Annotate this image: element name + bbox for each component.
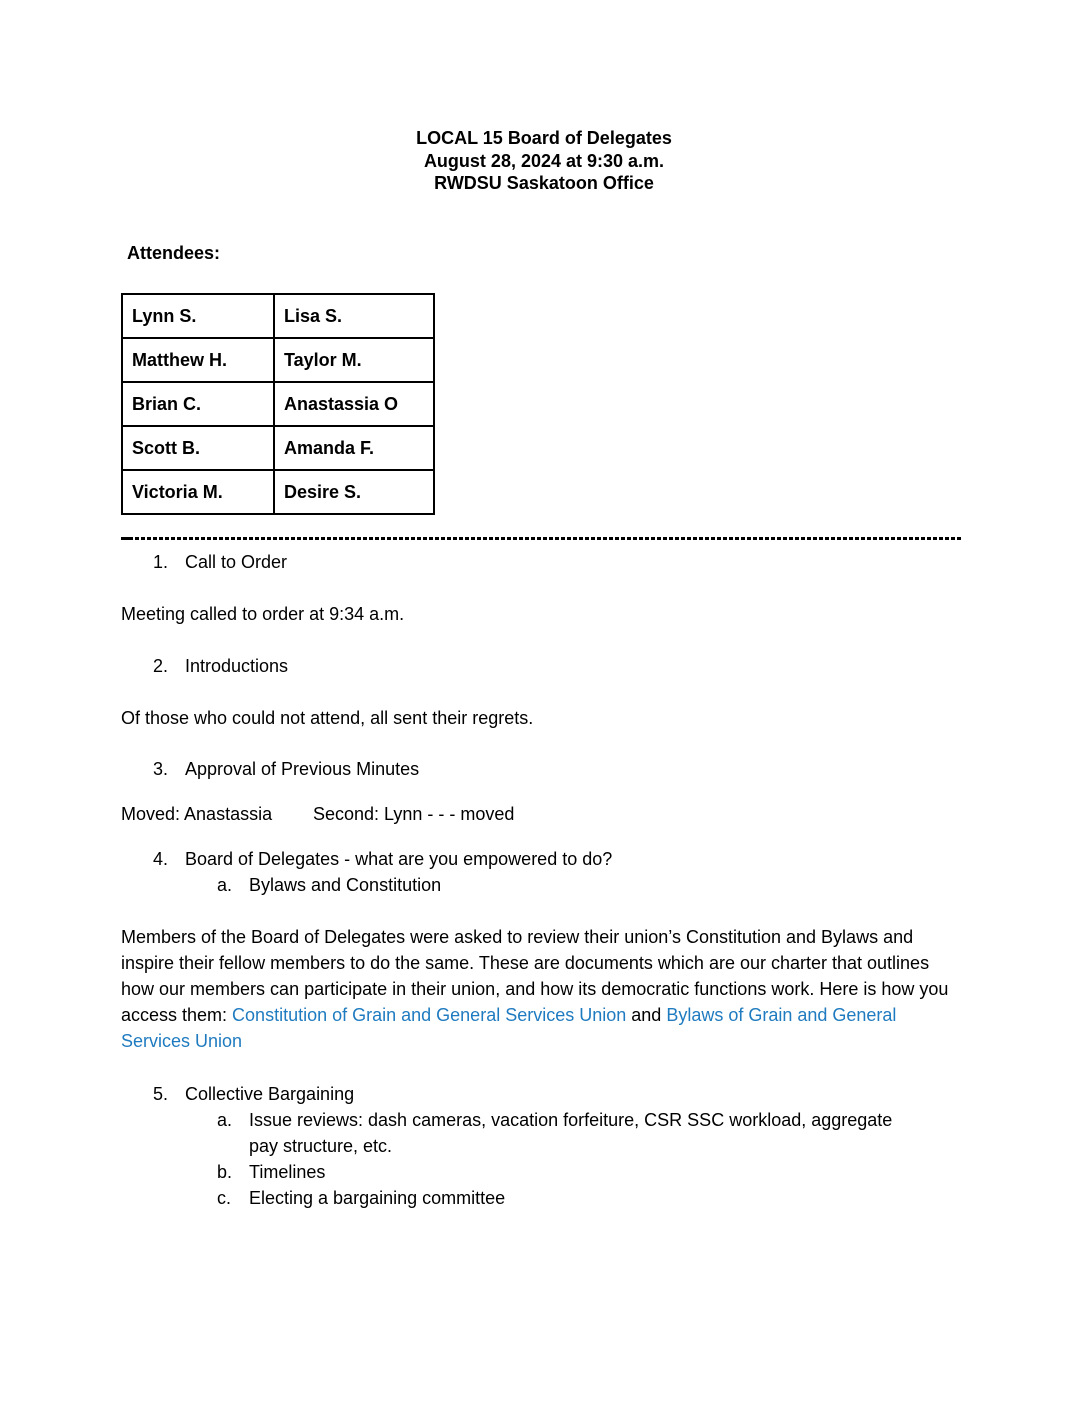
attendee-cell: Anastassia O bbox=[274, 382, 434, 426]
table-row bbox=[122, 294, 434, 338]
agenda-item-call-to-order: Call to Order bbox=[185, 552, 288, 572]
title-line-org: LOCAL 15 Board of Delegates bbox=[416, 128, 672, 148]
bylaws-link[interactable]: Bylaws of Grain and General Services Union bbox=[121, 1005, 897, 1051]
agenda-number: 5. bbox=[153, 1084, 169, 1104]
sub-item-issue-reviews: Issue reviews: dash cameras, vacation forfeiture, CSR SSC workload, aggregate bbox=[249, 1110, 893, 1130]
document-title bbox=[0, 127, 1088, 195]
attendee-cell: Brian C. bbox=[122, 382, 274, 426]
sub-item-issue-reviews-cont: pay structure, etc. bbox=[249, 1136, 393, 1156]
agenda-number: 3. bbox=[153, 759, 169, 779]
attendee-cell: Lynn S. bbox=[122, 294, 274, 338]
attendee-cell: Amanda F. bbox=[274, 426, 434, 470]
sub-item-letter: a. bbox=[217, 875, 233, 895]
attendee-cell: Victoria M. bbox=[122, 470, 274, 514]
sub-item-letter: a. bbox=[217, 1110, 233, 1130]
sub-item-timelines: Timelines bbox=[249, 1162, 326, 1182]
table-row bbox=[122, 426, 434, 470]
title-line-location: RWDSU Saskatoon Office bbox=[434, 173, 654, 193]
connector-text: and bbox=[626, 1005, 667, 1025]
attendees-table bbox=[121, 293, 435, 515]
sub-item-letter: c. bbox=[217, 1188, 232, 1208]
motion-second: Second: Lynn - - - moved bbox=[313, 804, 515, 824]
attendee-cell: Taylor M. bbox=[274, 338, 434, 382]
agenda-item-approval: Approval of Previous Minutes bbox=[185, 759, 420, 779]
agenda-item-board-of-delegates: Board of Delegates - what are you empowered to do? bbox=[185, 849, 613, 869]
agenda-number: 4. bbox=[153, 849, 169, 869]
table-row bbox=[122, 382, 434, 426]
agenda-number: 2. bbox=[153, 656, 169, 676]
title-line-date: August 28, 2024 at 9:30 a.m. bbox=[423, 150, 665, 171]
constitution-link[interactable]: Constitution of Grain and General Services Union bbox=[232, 1005, 627, 1025]
sub-item-bylaws-constitution: Bylaws and Constitution bbox=[249, 875, 442, 895]
sub-item-electing-committee: Electing a bargaining committee bbox=[249, 1188, 506, 1208]
sub-item-letter: b. bbox=[217, 1162, 233, 1182]
agenda-item-introductions: Introductions bbox=[185, 656, 289, 676]
call-to-order-note: Meeting called to order at 9:34 a.m. bbox=[121, 604, 405, 624]
attendee-cell: Desire S. bbox=[274, 470, 434, 514]
attendee-cell: Lisa S. bbox=[274, 294, 434, 338]
table-row bbox=[122, 338, 434, 382]
table-row bbox=[122, 470, 434, 514]
attendee-cell: Matthew H. bbox=[122, 338, 274, 382]
introductions-note: Of those who could not attend, all sent their regrets. bbox=[121, 708, 534, 728]
motion-moved: Moved: Anastassia bbox=[121, 804, 273, 824]
attendee-cell: Scott B. bbox=[122, 426, 274, 470]
paragraph-text: Members of the Board of Delegates were asked to review their union’s Constitution and Bylaws and inspire their fellow members to do the same. These are documents which are our charter that outlines how our members can participate in their union, and how its democratic functions work. Here is how you access them: bbox=[121, 927, 949, 1025]
board-of-delegates-paragraph bbox=[121, 924, 961, 1054]
agenda-item-collective-bargaining: Collective Bargaining bbox=[185, 1084, 355, 1104]
dashed-divider bbox=[121, 537, 961, 541]
agenda-number: 1. bbox=[153, 552, 169, 572]
attendees-heading: Attendees: bbox=[127, 243, 221, 263]
